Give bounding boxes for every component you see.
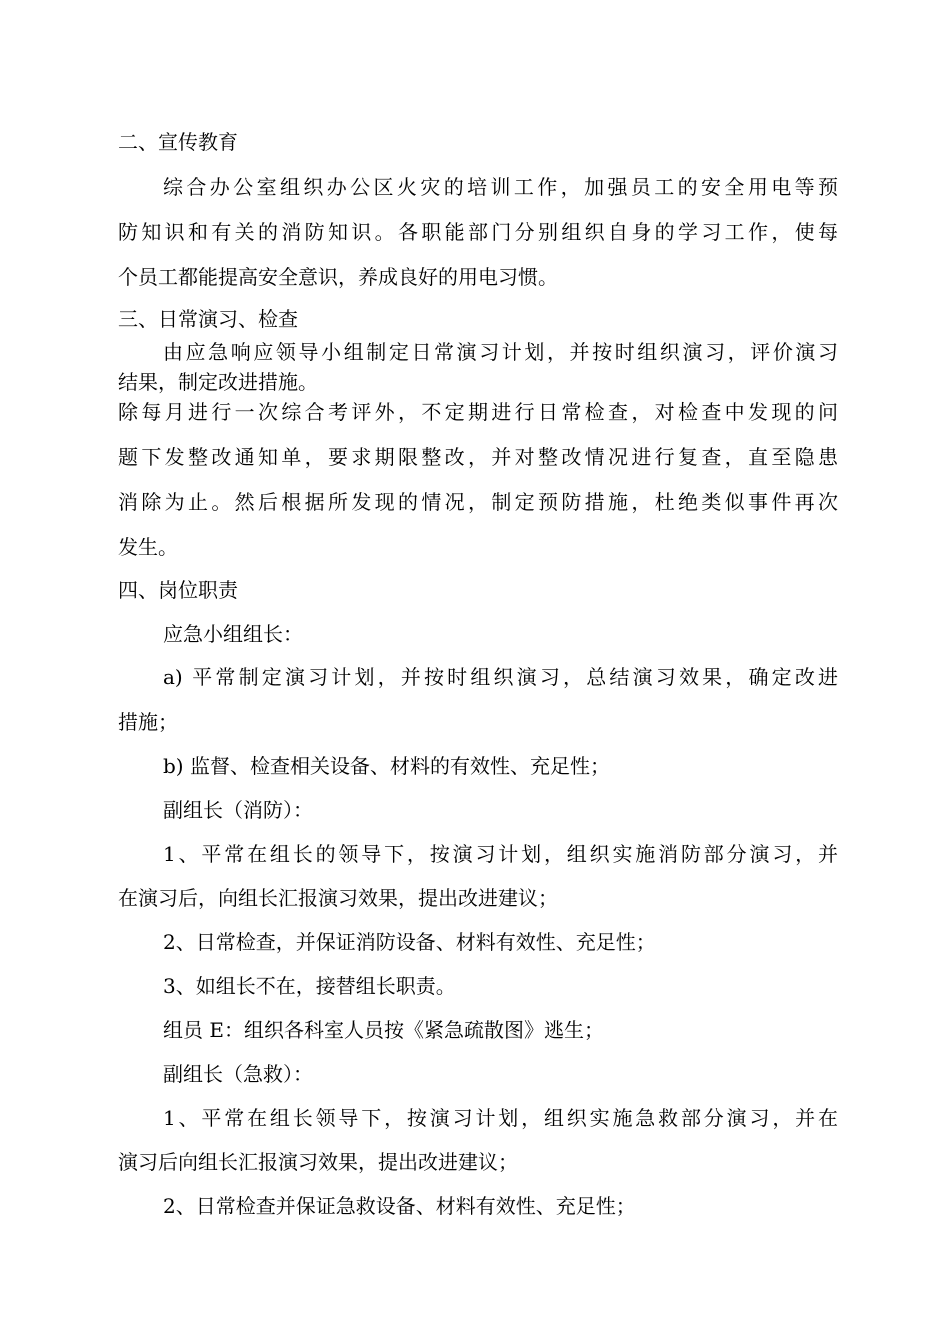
section-heading-drills: 三、日常演习、检查 bbox=[118, 307, 298, 331]
paragraph-line: 发生。 bbox=[118, 535, 178, 559]
member-duty: 组员 E：组织各科室人员按《紧急疏散图》逃生； bbox=[163, 1018, 604, 1042]
paragraph-line: 防知识和有关的消防知识。各职能部门分别组织自身的学习工作，使每 bbox=[118, 220, 838, 244]
list-item-continued: 在演习后，向组长汇报演习效果，提出改进建议； bbox=[118, 886, 558, 910]
paragraph-line: 由应急响应领导小组制定日常演习计划，并按时组织演习，评价演习 bbox=[163, 340, 838, 364]
paragraph-line: 除每月进行一次综合考评外，不定期进行日常检查，对检查中发现的问 bbox=[118, 400, 838, 424]
list-item: a) 平常制定演习计划，并按时组织演习，总结演习效果，确定改进 bbox=[163, 665, 838, 689]
list-item: 3、如组长不在，接替组长职责。 bbox=[163, 974, 456, 998]
list-item: 2、日常检查并保证急救设备、材料有效性、充足性； bbox=[163, 1194, 636, 1218]
role-title: 应急小组组长： bbox=[163, 622, 303, 646]
list-item: 1、平常在组长领导下，按演习计划，组织实施急救部分演习，并在 bbox=[163, 1106, 838, 1130]
paragraph-line: 综合办公室组织办公区火灾的培训工作，加强员工的安全用电等预 bbox=[163, 175, 838, 199]
list-item-continued: 演习后向组长汇报演习效果，提出改进建议； bbox=[118, 1150, 518, 1174]
paragraph-line: 结果，制定改进措施。 bbox=[118, 370, 318, 394]
list-item: 1、平常在组长的领导下，按演习计划，组织实施消防部分演习，并 bbox=[163, 842, 838, 866]
list-item-continued: 措施； bbox=[118, 710, 178, 734]
paragraph-line: 题下发整改通知单，要求期限整改，并对整改情况进行复查，直至隐患 bbox=[118, 445, 838, 469]
list-item: 2、日常检查，并保证消防设备、材料有效性、充足性； bbox=[163, 930, 656, 954]
role-title: 副组长（急救）： bbox=[163, 1062, 313, 1086]
role-title: 副组长（消防）： bbox=[163, 798, 313, 822]
section-heading-publicity: 二、宣传教育 bbox=[118, 130, 238, 154]
list-item: b) 监督、检查相关设备、材料的有效性、充足性； bbox=[163, 754, 610, 778]
paragraph-line: 消除为止。然后根据所发现的情况，制定预防措施，杜绝类似事件再次 bbox=[118, 490, 838, 514]
section-heading-duties: 四、岗位职责 bbox=[118, 578, 238, 602]
paragraph-line: 个员工都能提高安全意识，养成良好的用电习惯。 bbox=[118, 265, 558, 289]
